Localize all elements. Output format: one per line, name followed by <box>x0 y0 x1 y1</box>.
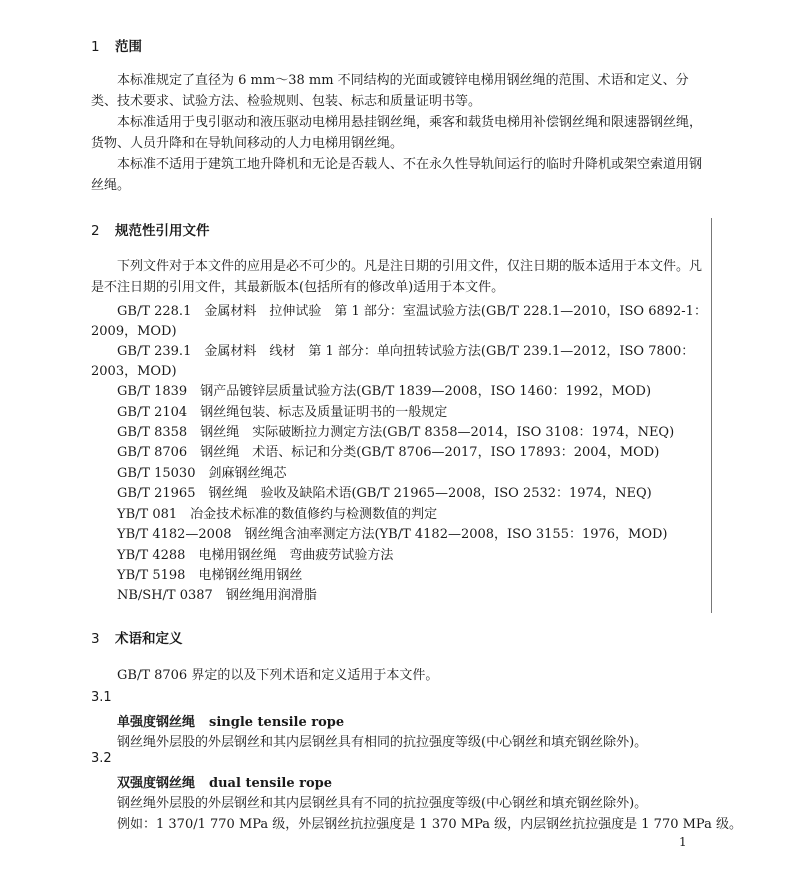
term-3-2-example: 例如：1 370/1 770 MPa 级，外层钢丝抗拉强度是 1 370 MPa 级，内层钢丝抗拉强度是 1 770 MPa 级。 <box>117 817 742 832</box>
reference-line: GB/T 8358 钢丝绳 实际破断拉力测定方法(GB/T 8358—2014，ISO 3108：1974，NEQ) <box>117 425 675 440</box>
scope-paragraph-2: 本标准适用于曳引驱动和液压驱动电梯用悬挂钢丝绳，乘客和载货电梯用补偿钢丝绳和限速器钢丝绳，货物、人员升降和在导轨间移动的人力电梯用钢丝绳。 <box>91 115 703 151</box>
reference-line: GB/T 8706 钢丝绳 术语、标记和分类(GB/T 8706—2017，ISO 17893：2004，MOD) <box>117 445 660 460</box>
section-1-number: 1 <box>91 39 100 55</box>
section-3-number: 3 <box>91 631 100 647</box>
reference-line: GB/T 1839 钢产品镀锌层质量试验方法(GB/T 1839—2008，ISO 1460：1992，MOD) <box>117 384 652 399</box>
term-3-2-title <box>117 772 332 791</box>
reference-line: YB/T 5198 电梯钢丝绳用钢丝 <box>117 568 303 583</box>
term-3-1-title <box>117 711 344 730</box>
reference-line: 2003，MOD) <box>91 364 177 379</box>
section-3-title: 术语和定义 <box>115 631 183 647</box>
reference-line: GB/T 2104 钢丝绳包装、标志及质量证明书的一般规定 <box>117 405 448 420</box>
section-3-heading <box>91 627 183 647</box>
term-3-1-en: single tensile rope <box>209 715 345 730</box>
term-3-2-zh: 双强度钢丝绳 <box>117 776 196 791</box>
term-3-2-number: 3.2 <box>91 751 112 766</box>
section-1-heading <box>91 35 142 55</box>
reference-line: GB/T 15030 剑麻钢丝绳芯 <box>117 466 287 481</box>
scope-paragraph-3: 本标准不适用于建筑工地升降机和无论是否载人、不在永久性导轨间运行的临时升降机或架空索道用钢丝绳。 <box>91 157 703 193</box>
margin-rule <box>711 218 712 613</box>
reference-line: GB/T 21965 钢丝绳 验收及缺陷术语(GB/T 21965—2008，ISO 2532：1974，NEQ) <box>117 486 652 501</box>
scope-paragraph-1: 本标准规定了直径为 6 mm～38 mm 不同结构的光面或镀锌电梯用钢丝绳的范围、术语和定义、分类、技术要求、试验方法、检验规则、包装、标志和质量证明书等。 <box>91 73 689 109</box>
reference-line: YB/T 081 冶金技术标准的数值修约与检测数值的判定 <box>117 507 438 522</box>
section-2-heading <box>91 219 210 239</box>
reference-line: GB/T 239.1 金属材料 线材 第 1 部分：单向扭转试验方法(GB/T 239.1—2012，ISO 7800： <box>117 344 695 359</box>
term-3-1-number: 3.1 <box>91 690 112 705</box>
term-3-1-zh: 单强度钢丝绳 <box>117 715 196 730</box>
reference-line: 2009，MOD) <box>91 324 177 339</box>
section-2-title: 规范性引用文件 <box>115 223 210 239</box>
reference-line: YB/T 4182—2008 钢丝绳含油率测定方法(YB/T 4182—2008，ISO 3155：1976，MOD) <box>117 527 668 542</box>
references-intro: 下列文件对于本文件的应用是必不可少的。凡是注日期的引用文件，仅注日期的版本适用于本文件。凡是不注日期的引用文件，其最新版本(包括所有的修改单)适用于本文件。 <box>91 259 703 295</box>
term-3-1-definition: 钢丝绳外层股的外层钢丝和其内层钢丝具有相同的抗拉强度等级(中心钢丝和填充钢丝除外)。 <box>117 735 648 750</box>
section-2-number: 2 <box>91 223 100 239</box>
page-number: 1 <box>679 835 687 849</box>
reference-line: NB/SH/T 0387 钢丝绳用润滑脂 <box>117 588 317 603</box>
term-3-2-en: dual tensile rope <box>209 776 333 791</box>
reference-line: YB/T 4288 电梯用钢丝绳 弯曲疲劳试验方法 <box>117 548 394 563</box>
reference-line: GB/T 228.1 金属材料 拉伸试验 第 1 部分：室温试验方法(GB/T 228.1—2010，ISO 6892-1： <box>117 304 707 319</box>
term-3-2-definition: 钢丝绳外层股的外层钢丝和其内层钢丝具有不同的抗拉强度等级(中心钢丝和填充钢丝除外)。 <box>117 796 648 811</box>
terms-intro: GB/T 8706 界定的以及下列术语和定义适用于本文件。 <box>117 668 439 683</box>
section-1-title: 范围 <box>115 39 142 55</box>
